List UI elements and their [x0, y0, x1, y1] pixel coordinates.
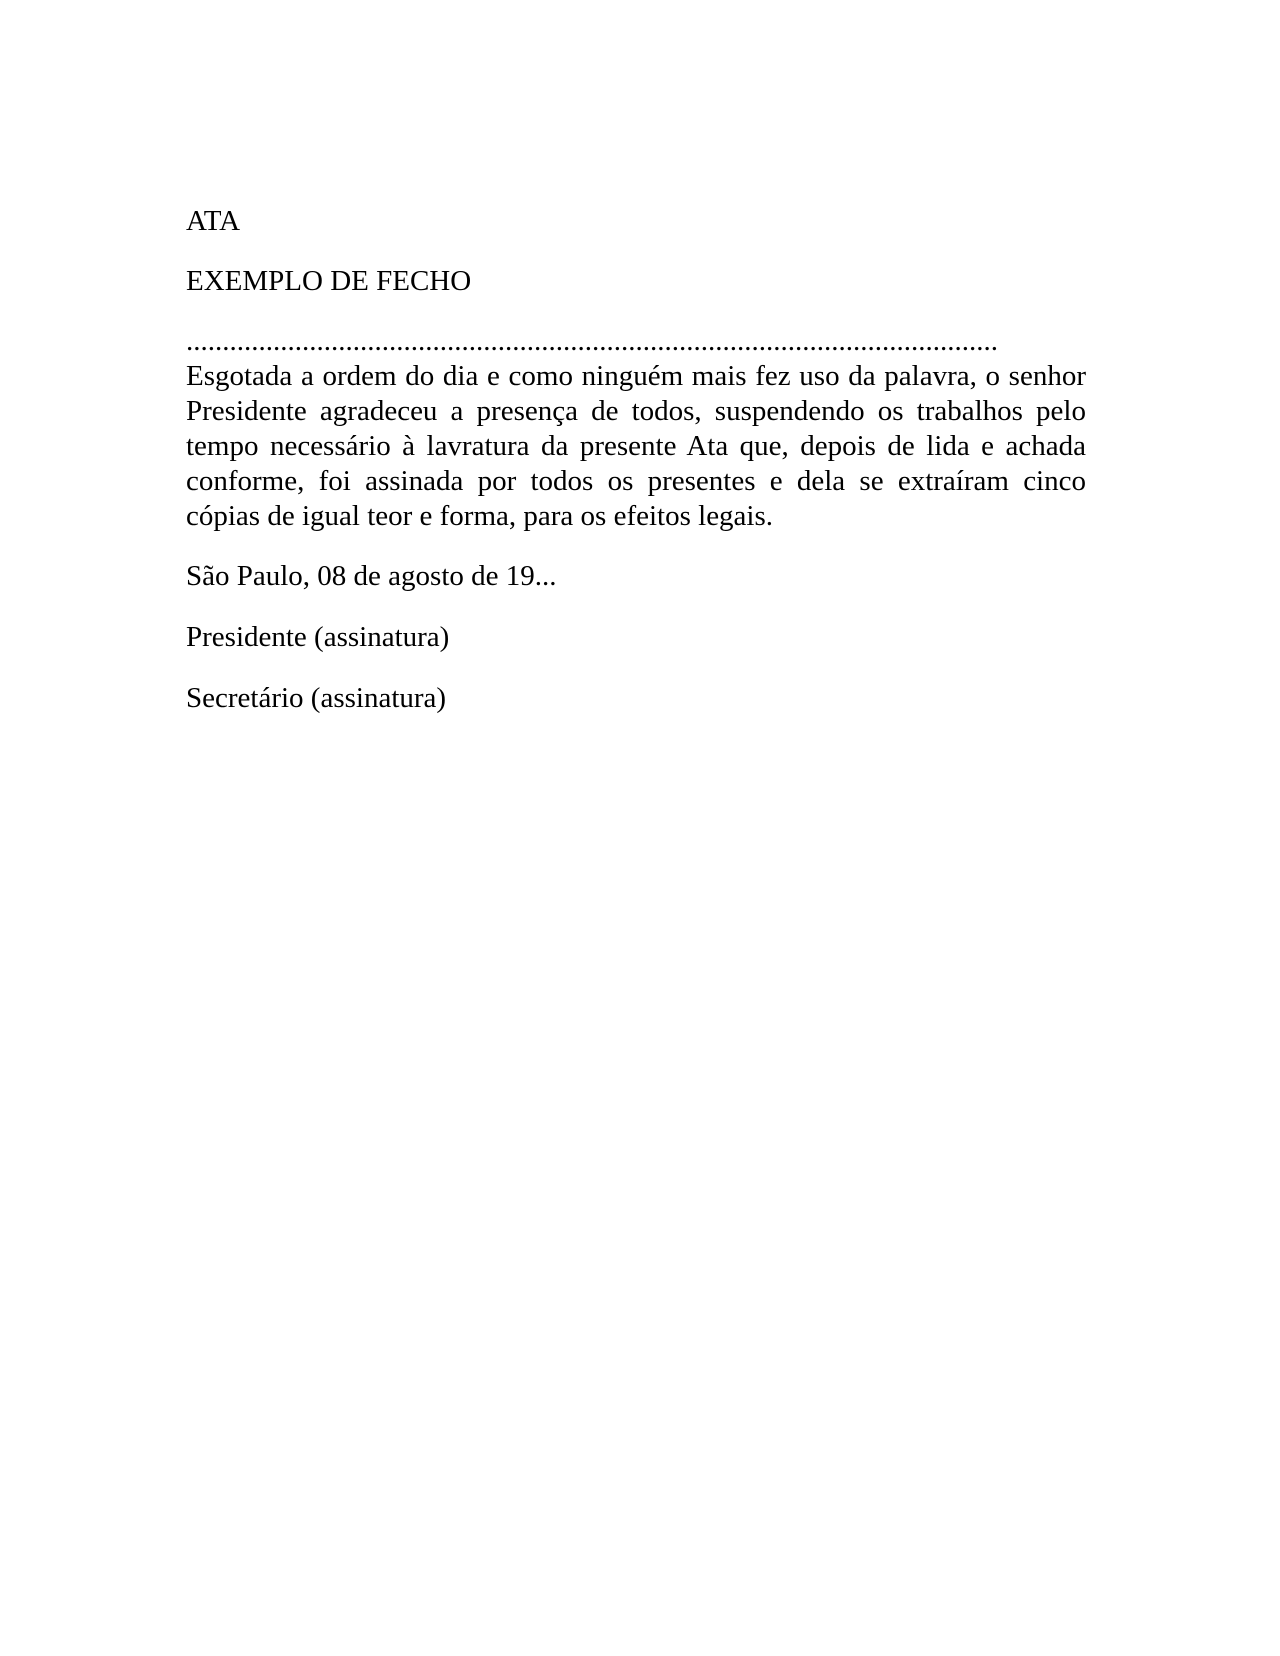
document-subtitle: EXEMPLO DE FECHO	[186, 265, 472, 297]
president-signature-line: Presidente (assinatura)	[186, 621, 450, 653]
closing-paragraph: Esgotada a ordem do dia e como ninguém mais fez uso da palavra, o senhor Presidente agradeceu a presença de todos, suspendendo os trabalhos pelo tempo necessário à lavratura da presente Ata que, depois de lida e achada conforme, foi assinada por todos os presentes e dela se extraíram cinco cópias de igual teor e forma, para os efeitos legais.	[186, 360, 1086, 532]
dotted-separator: ................................................................................................................	[186, 325, 998, 357]
document-title: ATA	[186, 205, 241, 237]
document-content	[186, 204, 1086, 742]
secretary-signature-line: Secretário (assinatura)	[186, 682, 447, 714]
place-and-date: São Paulo, 08 de agosto de 19...	[186, 560, 557, 592]
